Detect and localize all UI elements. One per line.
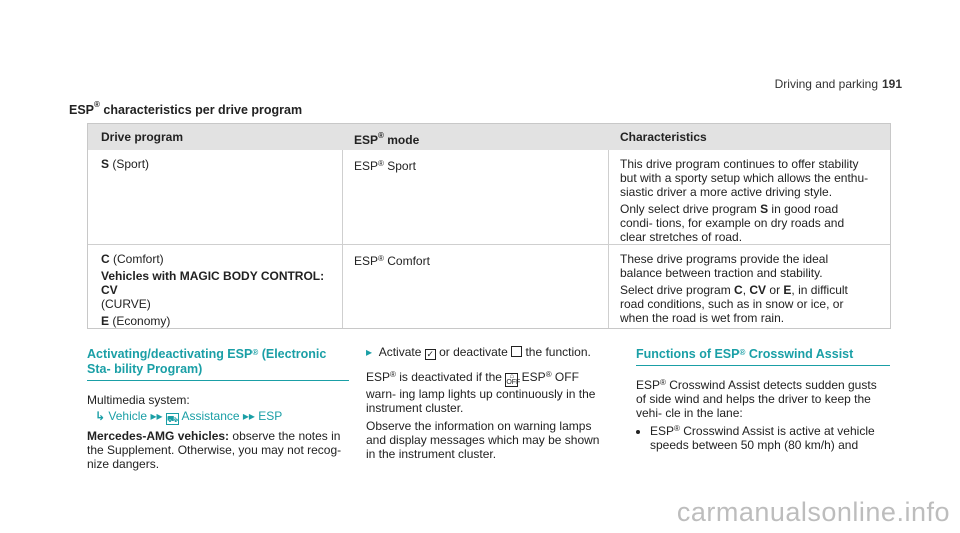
section-esp-steps (366, 345, 611, 465)
step-arrow-icon: ▸ (366, 345, 373, 359)
col-header-esp-mode: ESP® mode (354, 131, 420, 147)
nav-separator-icon: ▸▸ (150, 409, 163, 423)
col-header-drive-program: Drive program (101, 130, 184, 144)
table-title: ESP® characteristics per drive program (69, 100, 303, 117)
section-activating-esp (87, 347, 349, 475)
table-header-row (88, 124, 890, 150)
warning-lamps-note: Observe the information on warning lamps and display messages which may be shown in the instrument cluster. (366, 419, 600, 461)
column-divider (608, 150, 609, 328)
nav-esp: ESP (258, 409, 283, 423)
running-head: Driving and parking (774, 77, 878, 91)
nav-path (87, 409, 349, 425)
checkbox-checked-icon: ✓ (426, 349, 434, 359)
table-row-1-program: S (Sport) (101, 157, 150, 171)
multimedia-label: Multimedia system: (87, 393, 190, 407)
section-heading-activating-esp: Activating/deactivating ESP® (Electronic Sta- bility Program) (87, 347, 349, 381)
section-heading-crosswind: Functions of ESP® Crosswind Assist (636, 347, 890, 366)
table-row-2-esp-mode: ESP® Comfort (354, 254, 430, 268)
car-assistance-icon: ⛟ (166, 414, 179, 424)
section-crosswind-assist (636, 347, 890, 452)
column-divider (342, 150, 343, 328)
table-row-2-program: C (Comfort) Vehicles with MAGIC BODY CONTROL: CV (CURVE) E (Economy) (101, 252, 325, 328)
nav-separator-icon: ▸▸ (242, 409, 255, 423)
checkbox-unchecked-icon (511, 346, 522, 357)
watermark: carmanualsonline.info (676, 496, 950, 527)
esp-off-note: ESP® is deactivated if the ⌂ OFF ESP® OFF warn- ing lamp lights up continuously in the instrument cluster. (366, 370, 596, 415)
nav-vehicle: Vehicle (108, 409, 148, 423)
nav-arrow-icon: ↳ (95, 409, 106, 423)
crosswind-description: ESP® Crosswind Assist detects sudden gusts of side wind and helps the driver to keep the vehi- cle in the lane: (636, 378, 877, 420)
table-row-1-characteristics: This drive program continues to offer stability but with a sporty setup which allows the enthu- siastic driver a more active driving style. Only select drive program S in good road condi- tions, for example on dry roads and clear stretches of road. (620, 157, 869, 244)
page-number: 191 (882, 77, 903, 91)
table-row-1-esp-mode: ESP® Sport (354, 159, 416, 173)
amg-note: Mercedes-AMG vehicles: observe the notes in the Supplement. Otherwise, you may not recog- nize dangers. (87, 429, 342, 471)
esp-off-warning-icon: ⌂ OFF (506, 373, 521, 386)
esp-characteristics-table (87, 123, 891, 329)
table-row-2-characteristics: These drive programs provide the ideal balance between traction and stability. Select drive program C, CV or E, in difficult road conditions, such as in snow or ice, or when the road is wet from rain. (620, 252, 848, 325)
activate-step: ▸ Activate ✓ or deactivate the function. (366, 345, 591, 359)
nav-assistance: Assistance (181, 409, 240, 423)
list-item: • ESP® Crosswind Assist is active at vehicle speeds between 50 mph (80 km/h) and (650, 424, 890, 452)
col-header-characteristics: Characteristics (620, 130, 707, 144)
